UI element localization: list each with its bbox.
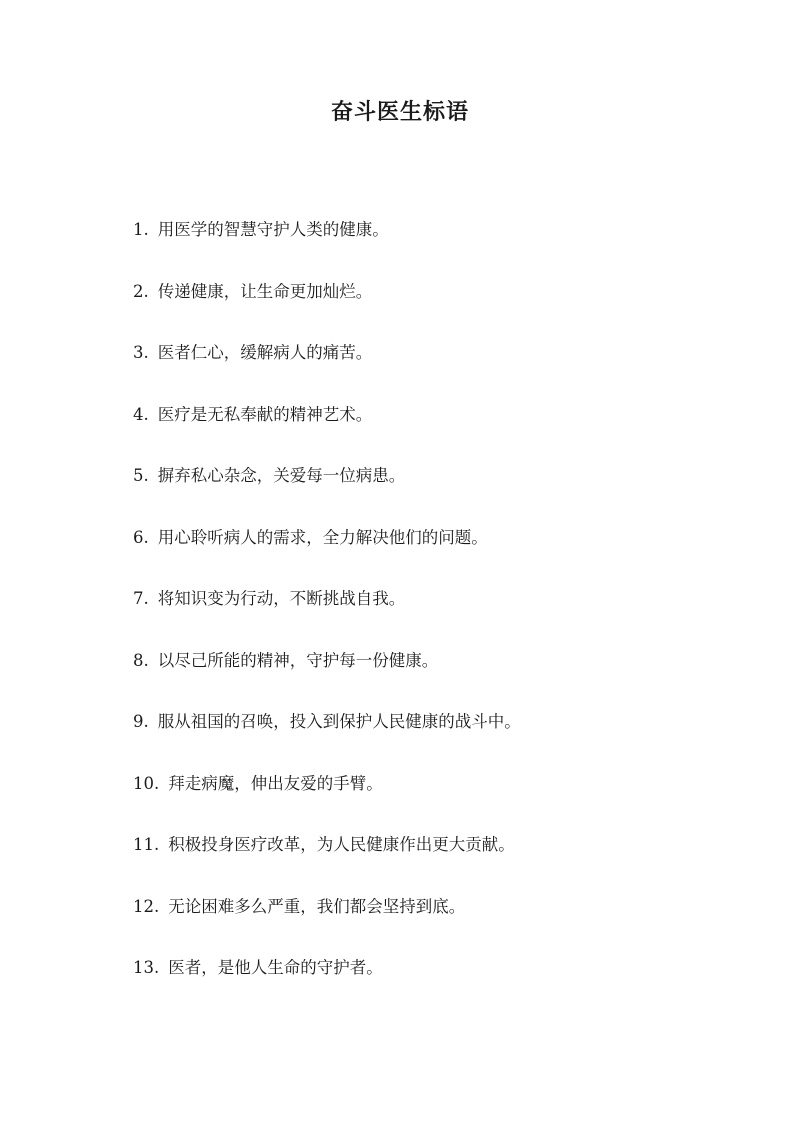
item-number: 13. (133, 958, 160, 977)
list-item (133, 524, 753, 586)
item-text: 服从祖国的召唤，投入到保护人民健康的战斗中。 (157, 712, 521, 731)
item-number: 10. (133, 773, 160, 793)
item-number: 11. (133, 835, 160, 854)
item-text: 医者，是他人生命的守护者。 (168, 958, 383, 977)
list-item (133, 216, 753, 278)
item-text: 拜走病魔，伸出友爱的手臂。 (168, 773, 383, 793)
item-number: 12. (133, 896, 160, 916)
list-item (133, 585, 753, 647)
item-text: 积极投身医疗改革，为人民健康作出更大贡献。 (168, 835, 515, 854)
item-number: 5. (133, 466, 149, 485)
item-text: 传递健康，让生命更加灿烂。 (157, 281, 373, 301)
slogan-list (133, 216, 753, 1016)
item-number: 1. (133, 220, 149, 239)
list-item (133, 831, 753, 893)
item-number: 8. (133, 650, 149, 670)
list-item (133, 647, 753, 709)
list-item (133, 339, 753, 401)
item-number: 4. (133, 404, 149, 424)
item-text: 以尽己所能的精神，守护每一份健康。 (157, 650, 439, 670)
item-number: 3. (133, 343, 149, 362)
item-number: 6. (133, 527, 149, 547)
item-number: 2. (133, 281, 149, 301)
item-text: 摒弃私心杂念，关爱每一位病患。 (157, 466, 406, 485)
list-item (133, 401, 753, 463)
list-item (133, 770, 753, 832)
item-text: 医疗是无私奉献的精神艺术。 (157, 404, 373, 424)
item-text: 用医学的智慧守护人类的健康。 (157, 220, 389, 239)
item-text: 用心聆听病人的需求，全力解决他们的问题。 (157, 527, 488, 547)
list-item (133, 708, 753, 770)
list-item (133, 462, 753, 524)
item-text: 医者仁心，缓解病人的痛苦。 (157, 343, 373, 362)
page-title: 奋斗医生标语 (330, 99, 469, 125)
list-item (133, 278, 753, 340)
list-item (133, 954, 753, 1016)
item-text: 无论困难多么严重，我们都会坚持到底。 (168, 896, 466, 916)
item-number: 9. (133, 712, 149, 731)
list-item (133, 893, 753, 955)
item-number: 7. (133, 589, 149, 608)
item-text: 将知识变为行动，不断挑战自我。 (157, 589, 406, 608)
